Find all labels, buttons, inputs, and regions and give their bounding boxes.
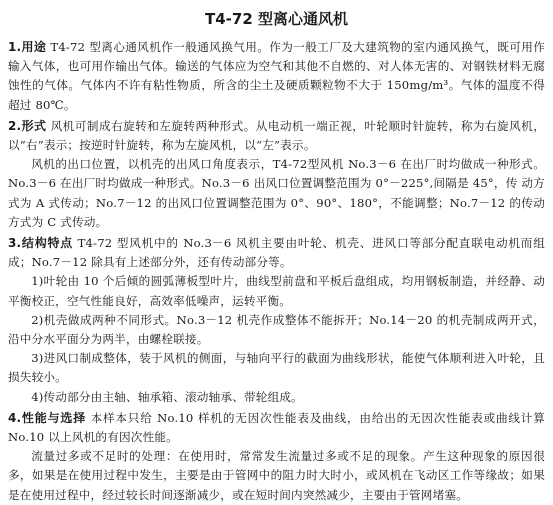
section-body-performance: 本样本只给 No.10 样机的无因次性能表及曲线，由给出的无因次性能表或曲线计算 No.10 以上风机的有因次性能。 <box>8 410 546 445</box>
page-title: T4-72 型离心通风机 <box>205 10 348 28</box>
section-heading-structure: 3.结构特点 <box>8 236 74 251</box>
section-usage <box>8 38 545 115</box>
section-heading-usage: 1.用途 <box>8 40 47 54</box>
paragraph-inlet: 3)进风口制成整体，装于风机的侧面，与轴向平行的截面为曲线形状，能使气体顺利进入叶轮，且损失较小。 <box>8 351 545 385</box>
section-heading-performance: 4.性能与选择 <box>8 410 87 425</box>
paragraph-impeller: 1)叶轮由 10 个后倾的圆弧薄板型叶片，曲线型前盘和平板后盘组成，均用钢板制造，并经静、动平衡校正，空气性能良好，高效率低噪声，运转平衡。 <box>8 274 545 308</box>
section-structure <box>8 234 545 272</box>
section-body-usage: T4-72 型离心通风机作一般通风换气用。作为一般工厂及大建筑物的室内通风换气，既可用作输入气体，也可用作输出气体。输送的气体应为空气和其他不自燃的、对人体无害的、对钢铁材料无腐蚀性的气体。气体内不许有粘性物质，所含的尘土及硬质颗粒物不大于 150mg/m³。气体的温度不得超过 80℃。 <box>8 40 545 112</box>
section-body-structure: T4-72 型风机中的 No.3－6 风机主要由叶轮、机壳、进风口等部分配直联电动机而组成；No.7－12 除具有上述部分外，还有传动部分等。 <box>8 236 546 270</box>
section-form <box>8 117 545 155</box>
paragraph-flow-handling: 流量过多或不足时的处理：在使用时，常常发生流量过多或不足的现象。产生这种现象的原因很多，如果是在使用过程中发生，主要是由于管网中的阻力时大时小，或风机在飞动区工作等缘故；如果是在使用过程中，经过较长时间逐渐减少，或在短时间内突然减少，主要由于管网堵塞。 <box>8 449 545 502</box>
paragraph-casing: 2)机壳做成两种不同形式。No.3－12 机壳作成整体不能拆开；No.14－20 的机壳制成两开式，沿中分水平面分为两半，由螺栓联接。 <box>8 312 545 347</box>
section-heading-form: 2.形式 <box>8 118 47 133</box>
section-body-form: 风机可制成右旋转和左旋转两种形式。从电动机一端正视，叶轮顺时针旋转，称为右旋风机，以“右”表示；按逆时针旋转，称为左旋风机，以“左”表示。 <box>8 118 546 153</box>
section-performance <box>8 409 545 447</box>
paragraph-transmission: 4)传动部分由主轴、轴承箱、滚动轴承、带轮组成。 <box>31 389 303 404</box>
paragraph-outlet-position: 风机的出口位置，以机壳的出风口角度表示，T4-72型风机 No.3－6 在出厂时均做成一种形式。No.3－6 在出厂时均做成一种形式。No.3－6 出风口位置调整范围为 0°－225°,间隔是 45°，传 动方式为 A 式传动；No.7－12 的出风口位置调整范围为 0°、90°、180°，不能调整；No.7－12 的传动方式为 C 式传动。 <box>8 157 545 229</box>
